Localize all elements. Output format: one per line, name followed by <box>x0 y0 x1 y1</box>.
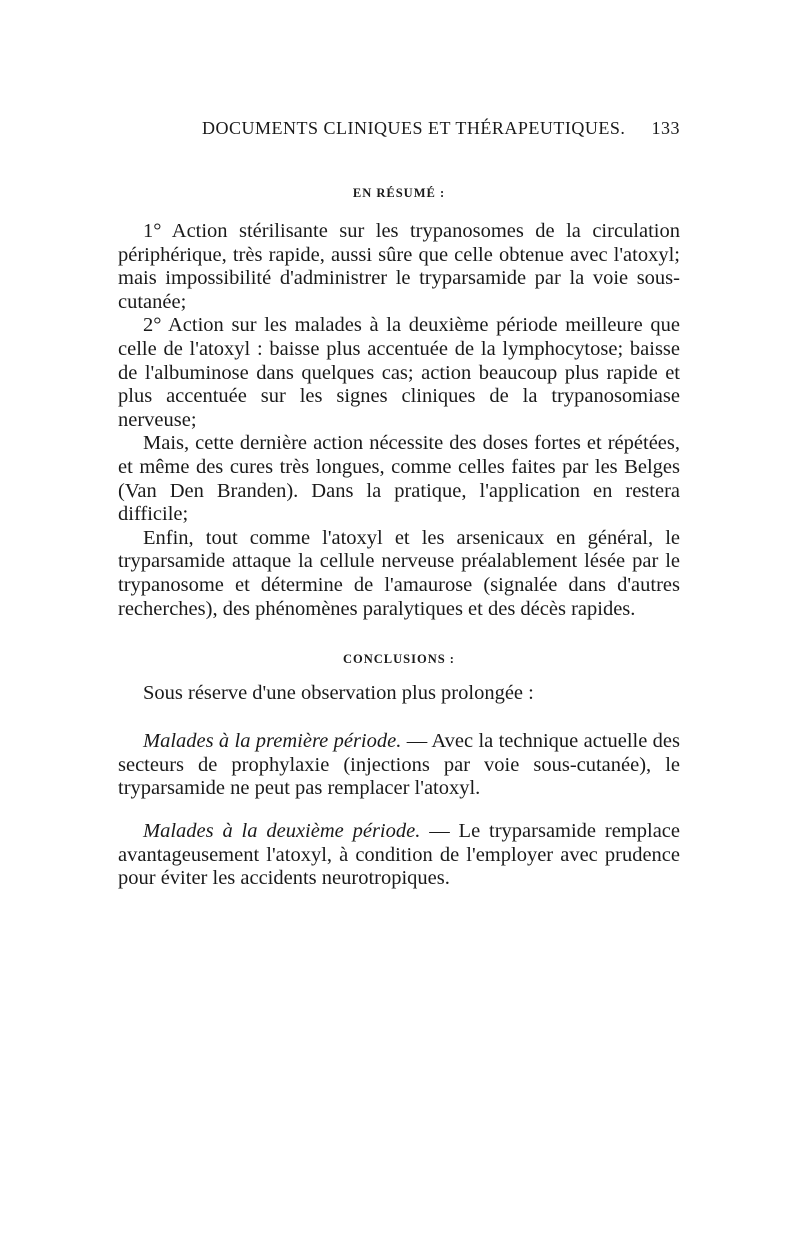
resume-paragraph: Mais, cette dernière action nécessite des doses fortes et répétées, et même des cures très longues, comme celles faites par les Belges (Van Den Branden). Dans la pratique, l'application en restera difficile; <box>118 432 680 526</box>
resume-heading: EN RÉSUMÉ : <box>352 186 446 200</box>
resume-paragraph: Enfin, tout comme l'atoxyl et les arsenicaux en général, le tryparsamide attaque la cellule nerveuse préalablement lésée par le trypanosome et détermine de l'amaurose (signalée dans d'autres recherches), des phénomènes paralytiques et des décès rapides. <box>118 526 680 620</box>
conclusion-text: — Avec la technique actuelle des secteurs de prophylaxie (injections par voie sous-cutanée), le tryparsamide ne peut pas remplacer l'atoxyl. <box>118 730 680 800</box>
conclusion-item-second-period <box>118 820 680 891</box>
conclusions-heading: CONCLUSIONS : <box>343 652 455 666</box>
conclusions-intro: Sous réserve d'une observation plus prolongée : <box>143 682 534 704</box>
page-number: 133 <box>651 118 680 138</box>
conclusion-label: Malades à la première période. <box>143 730 402 752</box>
conclusion-text: — Le tryparsamide remplace avantageusement l'atoxyl, à condition de l'employer avec prudence pour éviter les accidents neurotropiques. <box>118 820 680 890</box>
conclusion-item-first-period <box>118 730 680 801</box>
resume-paragraph: 1° Action stérilisante sur les trypanosomes de la circulation périphérique, très rapide, aussi sûre que celle obtenue avec l'atoxyl; mais impossibilité d'administrer le tryparsamide par la voie sous-cutanée; <box>118 220 680 313</box>
conclusion-paragraph <box>118 730 680 801</box>
conclusion-paragraph <box>118 820 680 891</box>
resume-paragraph: 2° Action sur les malades à la deuxième période meilleure que celle de l'atoxyl : baisse plus accentuée de la lymphocytose; baisse de l'albuminose dans quelques cas; action beaucoup plus rapide et plus accentuée sur les signes cliniques de la trypanosomiase nerveuse; <box>118 314 680 431</box>
resume-section <box>118 220 680 621</box>
conclusion-label: Malades à la deuxième période. <box>143 820 421 842</box>
running-title: DOCUMENTS CLINIQUES ET THÉRAPEUTIQUES. <box>202 118 626 138</box>
conclusions-intro-block <box>118 682 680 706</box>
